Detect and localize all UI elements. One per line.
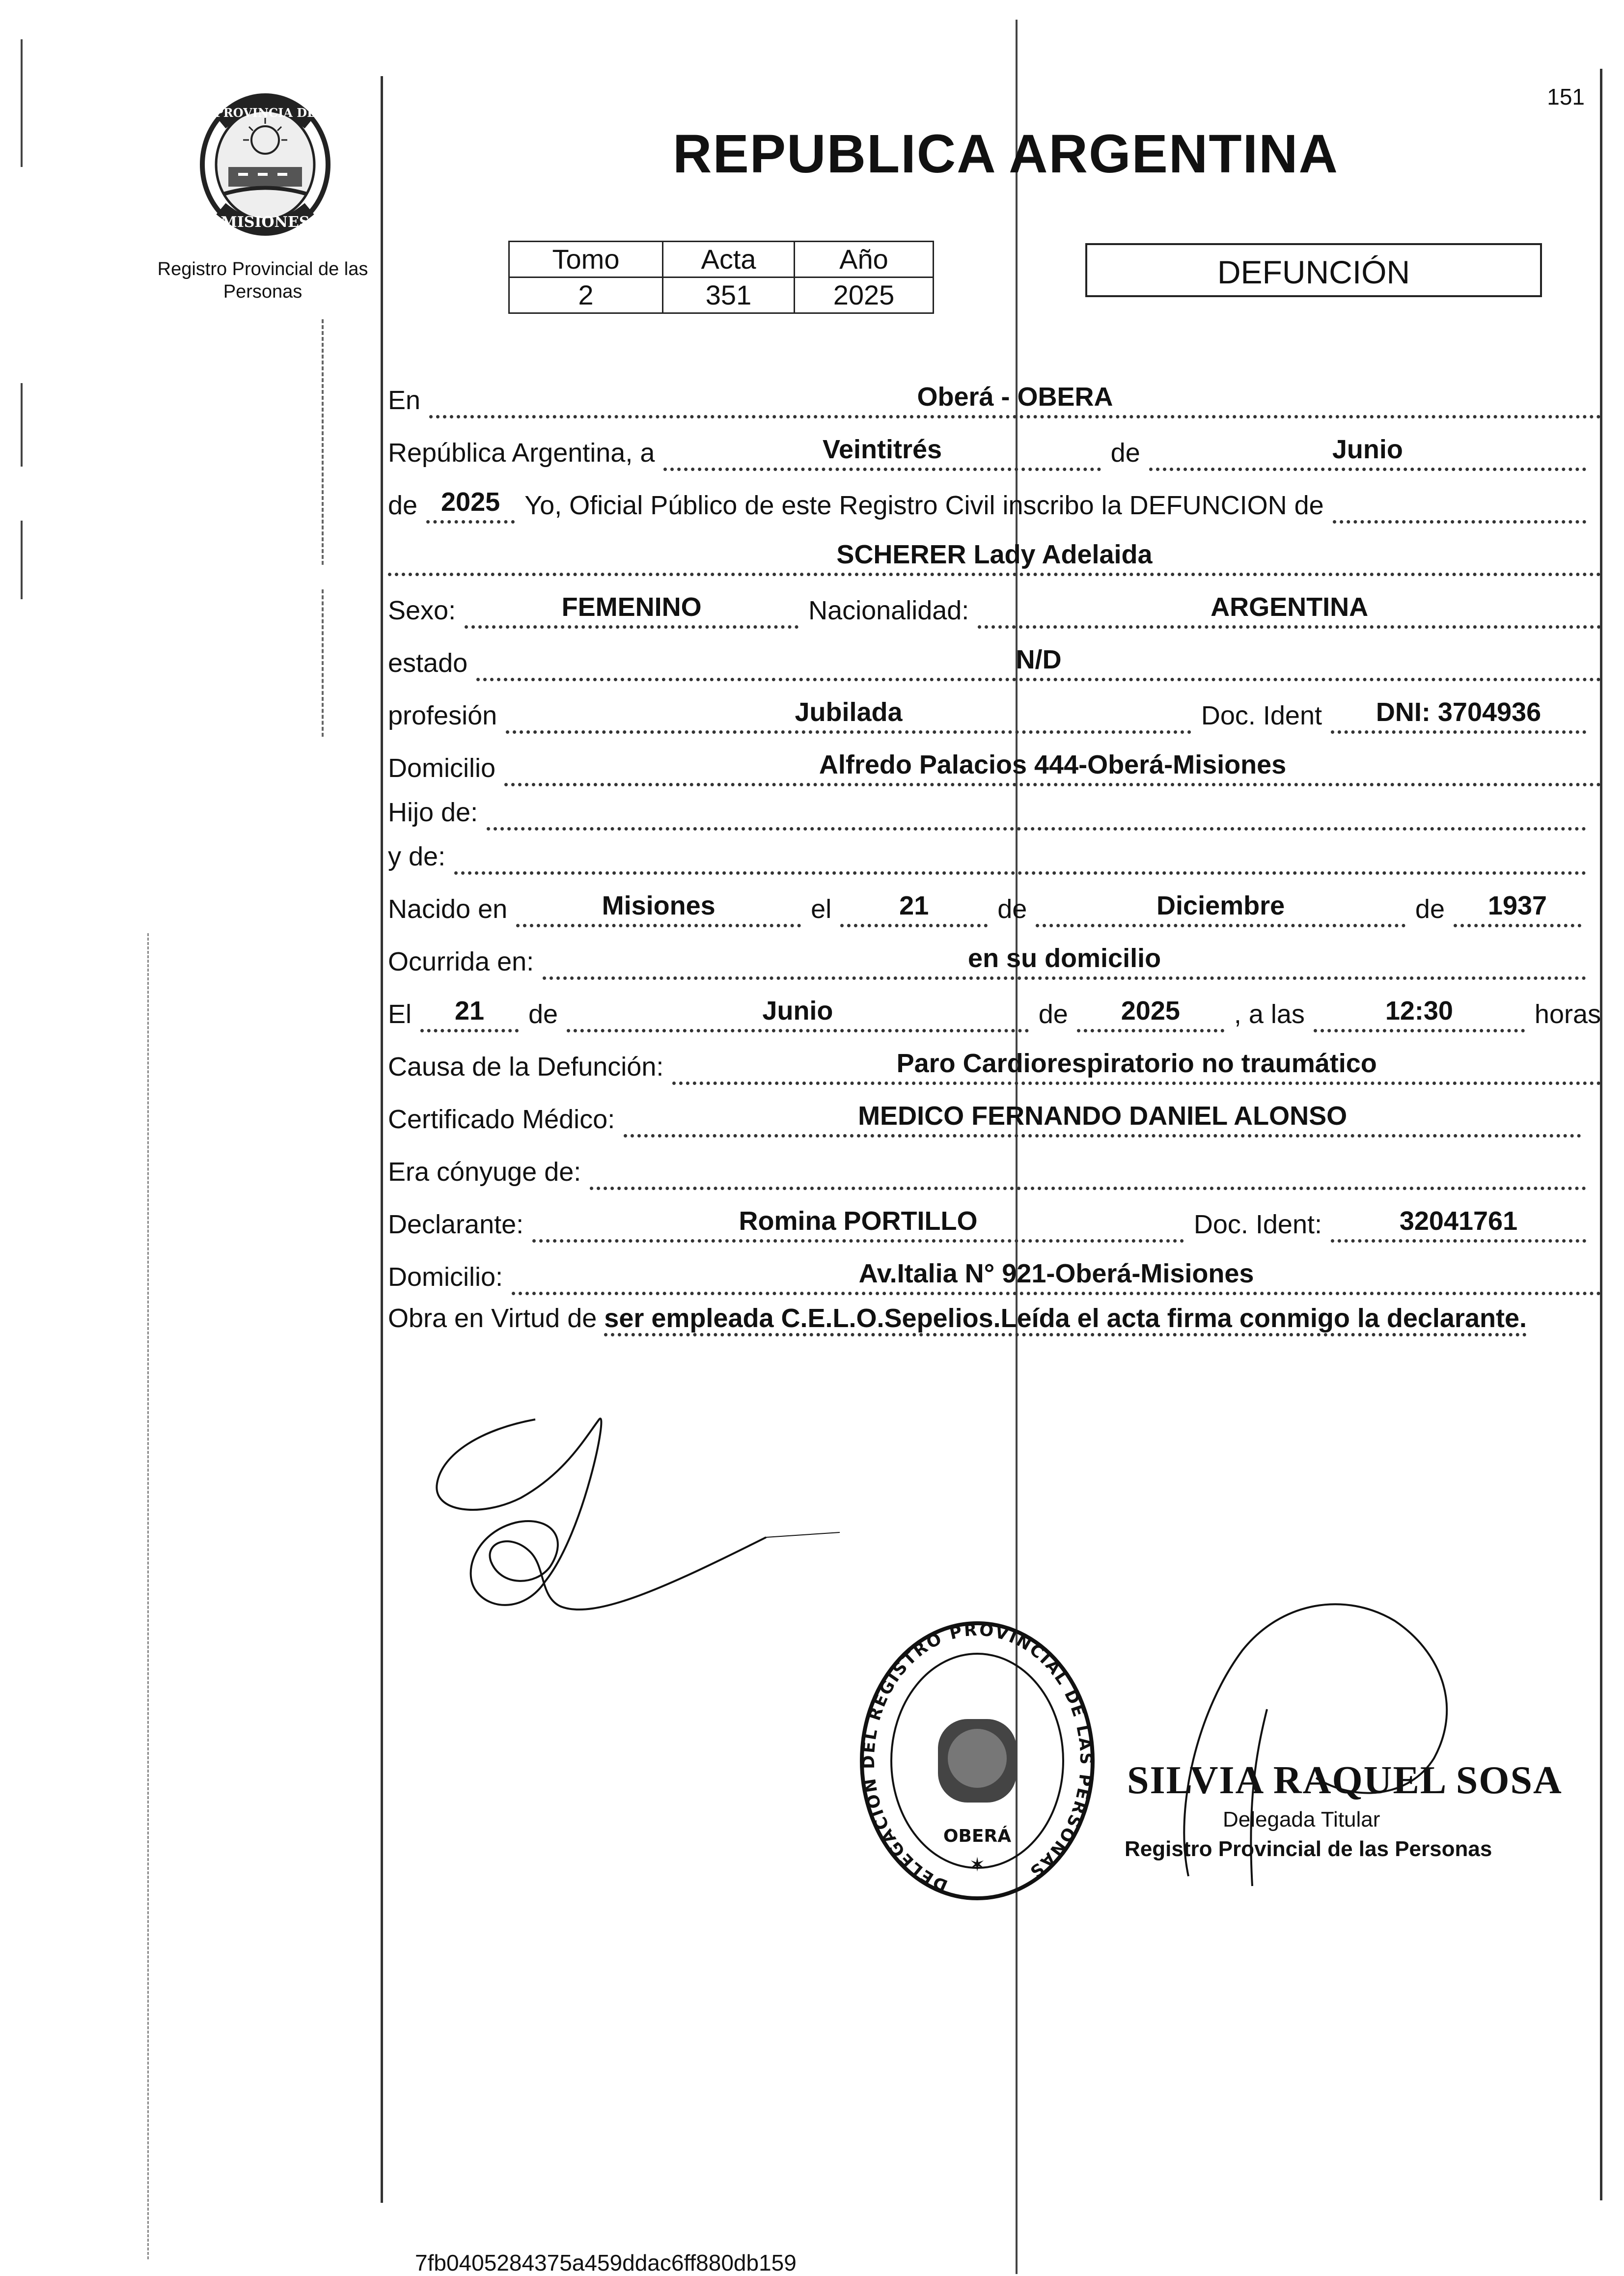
official-name: SILVIA RAQUEL SOSA — [1127, 1759, 1563, 1802]
page-number: 151 — [1547, 84, 1585, 110]
hijo-label: Hijo de: — [388, 798, 478, 827]
sexo-label: Sexo: — [388, 596, 456, 625]
death-record-form — [388, 366, 1601, 1334]
official-round-seal-icon — [854, 1611, 1100, 1906]
margin-tick — [147, 933, 151, 2259]
form-row-declarante — [388, 1190, 1601, 1243]
y-de-value — [454, 868, 1586, 875]
left-edge-mark — [21, 383, 23, 467]
form-row-deceased — [388, 524, 1601, 576]
form-row-hijo — [388, 786, 1601, 831]
form-row-declarante-domicilio — [388, 1243, 1601, 1295]
def-dia-value: 21 — [420, 996, 519, 1032]
nacido-dia-value: 21 — [840, 890, 988, 927]
declarante-domicilio-value: Av.Italia N° 921-Oberá-Misiones — [512, 1258, 1601, 1295]
provincia-de-misiones-coat-of-arms-icon — [194, 88, 336, 241]
form-row-ocurrida — [388, 927, 1601, 980]
inscribo-text: Yo, Oficial Público de este Registro Civil inscribo la DEFUNCION de — [524, 491, 1324, 520]
left-margin-line — [381, 76, 383, 2203]
form-row-causa — [388, 1032, 1601, 1085]
margin-tick — [322, 319, 326, 565]
day-words-value: Veintitrés — [663, 434, 1101, 471]
certificado-value: MEDICO FERNANDO DANIEL ALONSO — [624, 1101, 1581, 1138]
estado-label: estado — [388, 648, 468, 678]
a-las-label: , a las — [1234, 999, 1305, 1029]
declarante-domicilio-label: Domicilio: — [388, 1262, 503, 1292]
en-label: En — [388, 386, 421, 415]
form-row-nacido — [388, 875, 1601, 927]
estado-value: N/D — [476, 644, 1601, 681]
doc-ident-label: Doc. Ident — [1201, 701, 1322, 730]
official-office: Registro Provincial de las Personas — [1125, 1837, 1492, 1861]
document-hash: 7fb0405284375a459ddac6ff880db159 — [415, 2250, 797, 2276]
margin-tick — [322, 589, 326, 737]
obra-paragraph — [388, 1302, 1601, 1334]
declarante-doc-value: 32041761 — [1331, 1206, 1586, 1243]
record-value-acta: 351 — [663, 278, 795, 313]
form-row-y-de — [388, 831, 1601, 875]
republica-label: República Argentina, a — [388, 438, 655, 468]
domicilio-value: Alfredo Palacios 444-Oberá-Misiones — [504, 749, 1601, 786]
left-edge-mark — [21, 521, 23, 599]
conyuge-value — [590, 1184, 1586, 1190]
form-row-profesion — [388, 681, 1601, 734]
ocurrida-label: Ocurrida en: — [388, 947, 534, 976]
form-row-inscribo — [388, 471, 1601, 524]
registry-caption: Registro Provincial de las Personas — [157, 259, 368, 302]
form-row-domicilio — [388, 734, 1601, 786]
en-value: Oberá - OBERA — [429, 382, 1601, 418]
declarante-value: Romina PORTILLO — [532, 1206, 1184, 1243]
record-header-acta: Acta — [663, 242, 795, 278]
def-mes-value: Junio — [567, 996, 1029, 1032]
form-row-sexo — [388, 576, 1601, 629]
def-de2-label: de — [1038, 999, 1068, 1029]
form-row-estado — [388, 629, 1601, 681]
record-table — [508, 241, 934, 314]
profesion-label: profesión — [388, 701, 497, 730]
el2-label: El — [388, 999, 412, 1029]
form-row-conyuge — [388, 1138, 1601, 1190]
def-anio-value: 2025 — [1077, 996, 1224, 1032]
causa-value: Paro Cardiorespiratorio no traumático — [672, 1048, 1601, 1085]
nacido-de2-label: de — [1415, 894, 1445, 924]
obra-label: Obra en Virtud de — [388, 1304, 597, 1333]
y-de-label: y de: — [388, 842, 446, 871]
record-header-tomo: Tomo — [509, 242, 663, 278]
declarante-doc-label: Doc. Ident: — [1193, 1210, 1322, 1239]
def-hora-value: 12:30 — [1314, 996, 1525, 1032]
record-table-value-row — [509, 278, 934, 313]
obra-text: ser empleada C.E.L.O.Sepelios.Leída el acta firma conmigo la declarante. — [604, 1304, 1527, 1336]
nacionalidad-label: Nacionalidad: — [808, 596, 969, 625]
de-label: de — [1110, 438, 1140, 468]
profesion-value: Jubilada — [506, 697, 1191, 734]
conyuge-label: Era cónyuge de: — [388, 1157, 581, 1187]
hijo-value — [487, 824, 1586, 831]
record-header-anio: Año — [795, 242, 934, 278]
seal-star-icon: ✶ — [969, 1854, 986, 1876]
nacido-label: Nacido en — [388, 894, 508, 924]
emblem-top-text: PROVINCIA DE — [214, 106, 316, 120]
year-value: 2025 — [426, 487, 515, 524]
document-title: REPUBLICA ARGENTINA — [673, 124, 1339, 184]
deceased-name-value: SCHERER Lady Adelaida — [388, 539, 1601, 576]
ocurrida-value: en su domicilio — [543, 943, 1586, 980]
form-row-certificado — [388, 1085, 1601, 1138]
seal-bottom-text: OBERÁ — [943, 1826, 1012, 1846]
doc-ident-value: DNI: 3704936 — [1331, 697, 1586, 734]
nacionalidad-value: ARGENTINA — [978, 592, 1601, 629]
nacido-anio-value: 1937 — [1454, 890, 1581, 927]
nacido-lugar-value: Misiones — [516, 890, 801, 927]
def-de-label: de — [528, 999, 558, 1029]
causa-label: Causa de la Defunción: — [388, 1052, 664, 1082]
nacido-de-label: de — [997, 894, 1027, 924]
inscribo-trailing-blank — [1333, 517, 1586, 524]
official-role: Delegada Titular — [1223, 1807, 1380, 1832]
year-label: de — [388, 491, 418, 520]
left-edge-mark — [21, 39, 23, 167]
form-row-en — [388, 366, 1601, 418]
sexo-value: FEMENINO — [465, 592, 798, 629]
certificado-label: Certificado Médico: — [388, 1105, 615, 1134]
record-table-header-row — [509, 242, 934, 278]
record-value-anio: 2025 — [795, 278, 934, 313]
seal-ring-text: DELEGACION DEL REGISTRO PROVINCIAL DE LAS PERSONAS — [858, 1620, 1096, 1896]
emblem-bottom-text: MISIONES — [220, 214, 310, 231]
declarant-signature-icon — [422, 1410, 864, 1636]
record-value-tomo: 2 — [509, 278, 663, 313]
horas-label: horas — [1534, 999, 1601, 1029]
domicilio-label: Domicilio — [388, 753, 496, 783]
record-type-box: DEFUNCIÓN — [1085, 243, 1542, 297]
form-row-fecha-defuncion — [388, 980, 1601, 1032]
nacido-el-label: el — [811, 894, 832, 924]
month-value: Junio — [1149, 434, 1586, 471]
declarante-label: Declarante: — [388, 1210, 524, 1239]
form-row-date — [388, 418, 1601, 471]
nacido-mes-value: Diciembre — [1036, 890, 1405, 927]
